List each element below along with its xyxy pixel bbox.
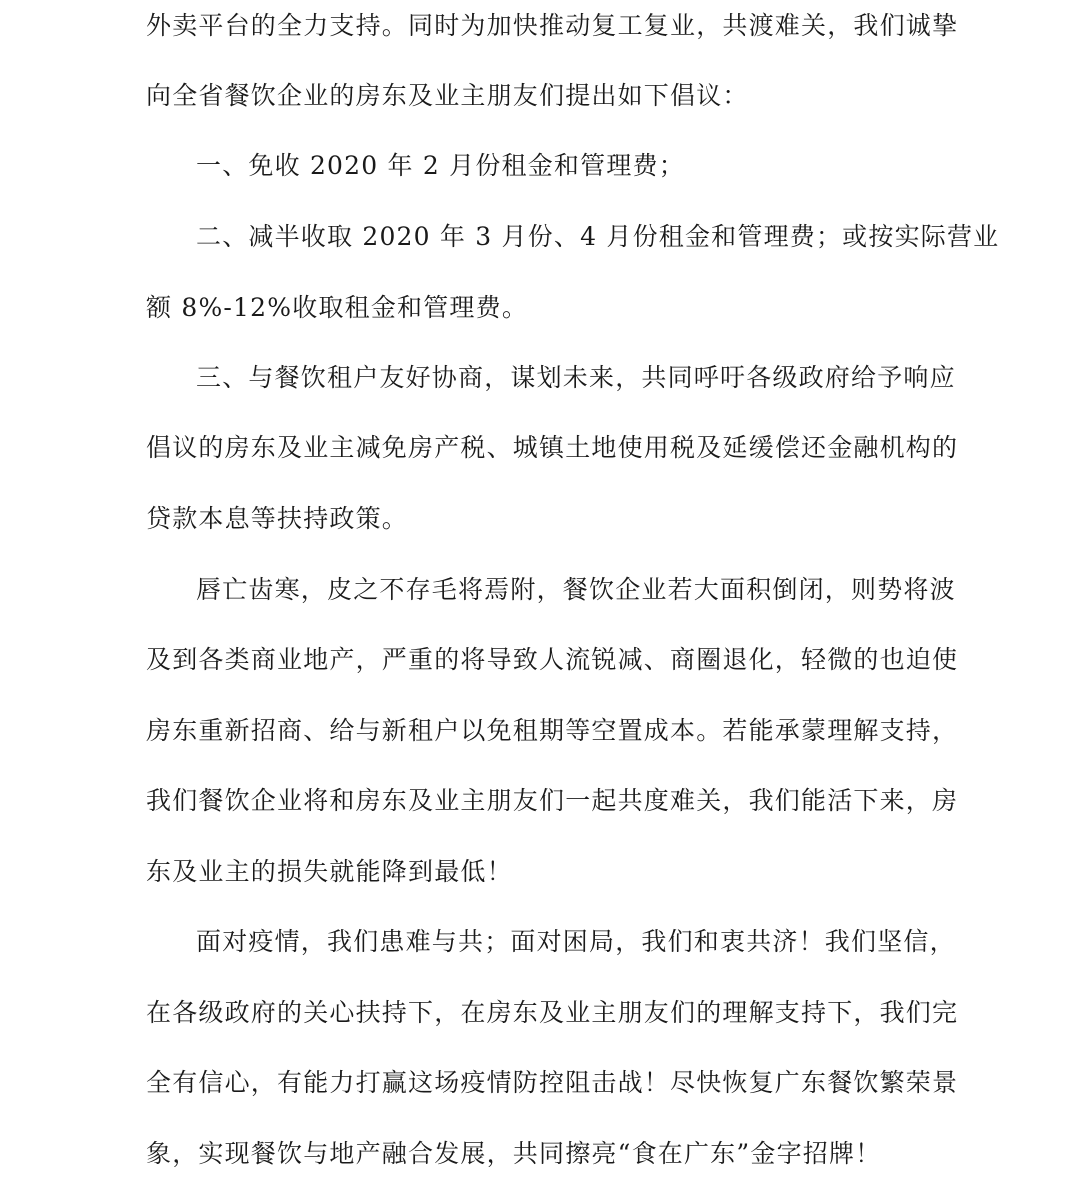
- paragraph-line: 向全省餐饮企业的房东及业主朋友们提出如下倡议：: [146, 81, 749, 110]
- list-item-1: 一、免收 2020 年 2 月份租金和管理费；: [196, 151, 685, 180]
- paragraph-line: 及到各类商业地产，严重的将导致人流锐减、商圈退化，轻微的也迫使: [146, 645, 959, 674]
- paragraph-line: 面对疫情，我们患难与共；面对困局，我们和衷共济！我们坚信，: [196, 927, 956, 956]
- paragraph-line: 我们餐饮企业将和房东及业主朋友们一起共度难关，我们能活下来，房: [146, 786, 959, 815]
- paragraph-line: 房东重新招商、给与新租户以免租期等空置成本。若能承蒙理解支持，: [146, 716, 959, 745]
- list-item-3: 三、与餐饮租户友好协商，谋划未来，共同呼吁各级政府给予响应: [196, 363, 956, 392]
- paragraph-line: 额 8%-12%收取租金和管理费。: [146, 293, 529, 322]
- paragraph-line: 唇亡齿寒，皮之不存毛将焉附，餐饮企业若大面积倒闭，则势将波: [196, 575, 956, 604]
- paragraph-line: 象，实现餐饮与地产融合发展，共同擦亮“食在广东”金字招牌！: [146, 1139, 882, 1168]
- paragraph-line: 在各级政府的关心扶持下，在房东及业主朋友们的理解支持下，我们完: [146, 998, 959, 1027]
- paragraph-line: 全有信心，有能力打赢这场疫情防控阻击战！尽快恢复广东餐饮繁荣景: [146, 1068, 959, 1097]
- paragraph-line: 东及业主的损失就能降到最低！: [146, 857, 513, 886]
- list-item-2: 二、减半收取 2020 年 3 月份、4 月份租金和管理费；或按实际营业: [196, 222, 1000, 251]
- paragraph-line: 倡议的房东及业主减免房产税、城镇土地使用税及延缓偿还金融机构的: [146, 433, 959, 462]
- paragraph-line: 外卖平台的全力支持。同时为加快推动复工复业，共渡难关，我们诚挚: [146, 11, 959, 40]
- paragraph-line: 贷款本息等扶持政策。: [146, 504, 409, 533]
